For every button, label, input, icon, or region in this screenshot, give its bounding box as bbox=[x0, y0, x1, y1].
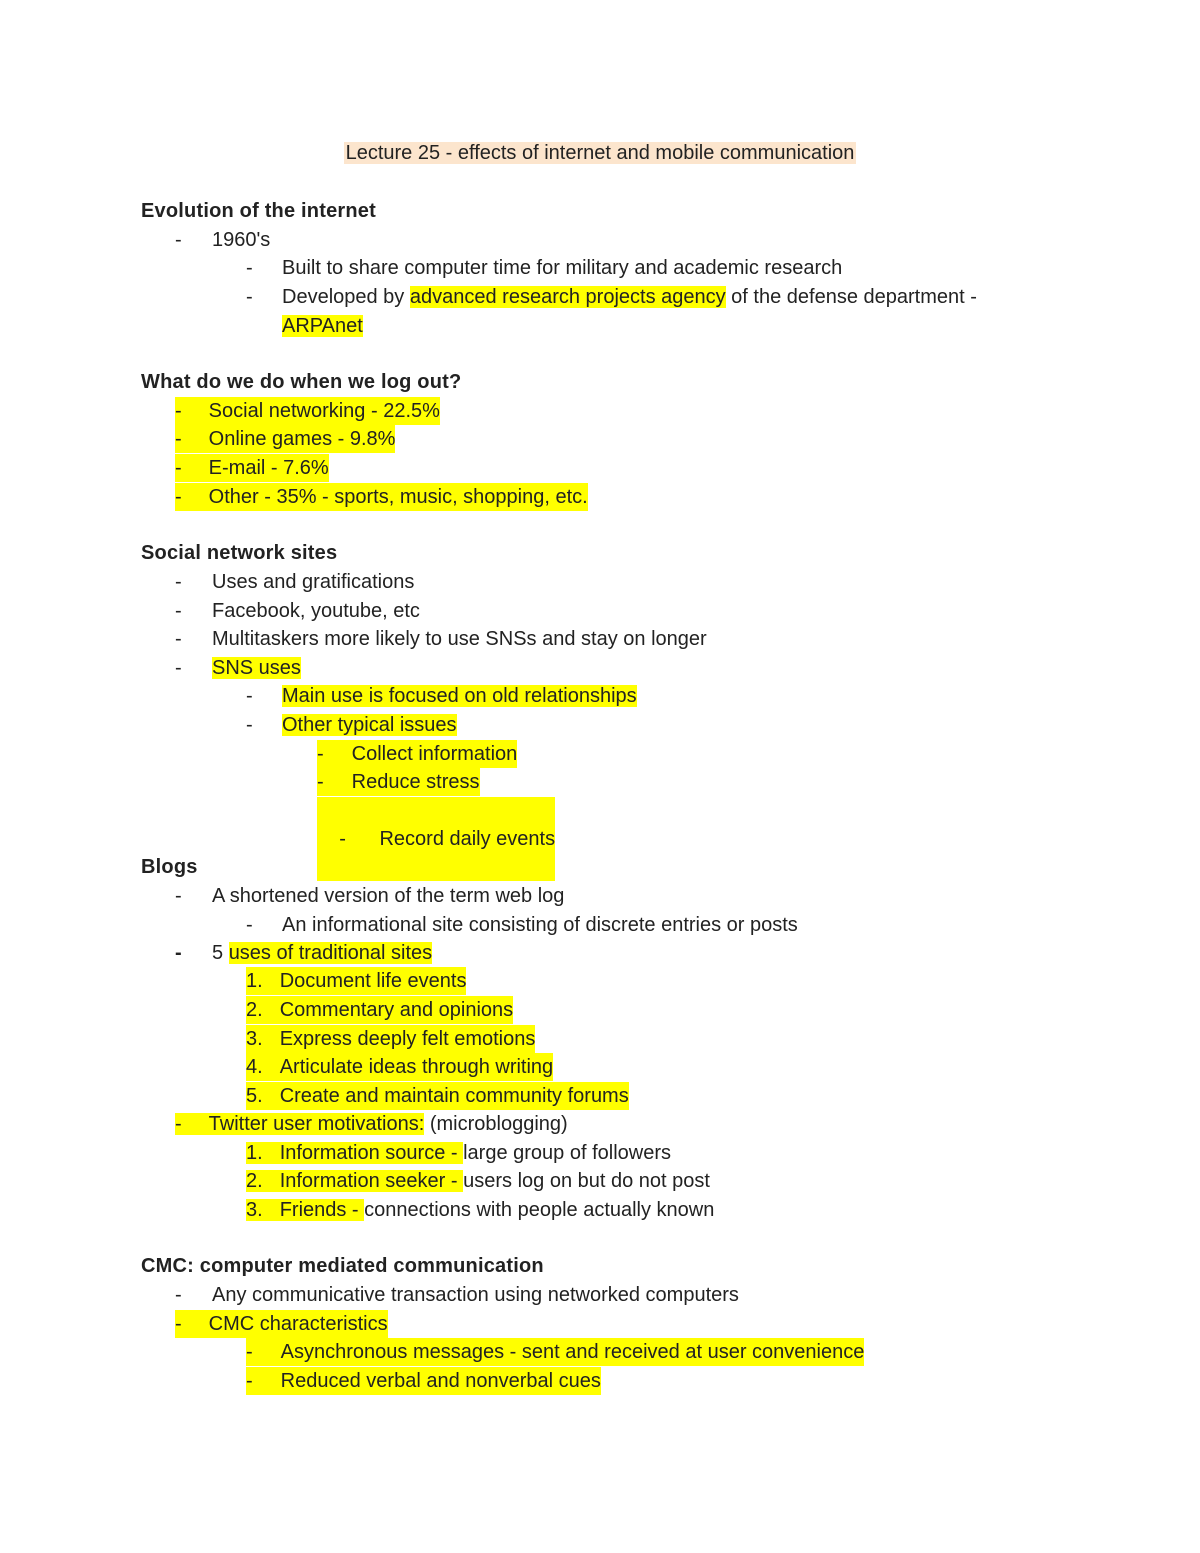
list-item bbox=[175, 483, 588, 511]
page-title: Lecture 25 - effects of internet and mobile communication bbox=[345, 142, 855, 164]
list-item bbox=[282, 682, 637, 710]
list-item-text: Other - 35% - sports, music, shopping, etc. bbox=[208, 486, 588, 508]
text-segment: large group of followers bbox=[463, 1142, 671, 1164]
dash-marker: - bbox=[175, 400, 182, 422]
heading-evolution: Evolution of the internet bbox=[141, 200, 376, 222]
dash-marker: - bbox=[175, 600, 182, 622]
dash-marker: - bbox=[317, 771, 324, 793]
dash-marker: - bbox=[175, 885, 182, 907]
numbered-item-text: Articulate ideas through writing bbox=[279, 1056, 554, 1078]
dash-marker: - bbox=[246, 714, 253, 736]
title-row bbox=[0, 138, 1200, 168]
dash-marker: - bbox=[246, 1341, 253, 1363]
dash-marker: - bbox=[317, 743, 324, 765]
numbered-item bbox=[246, 1167, 710, 1195]
list-item bbox=[317, 797, 555, 881]
text-segment: Developed by bbox=[282, 286, 410, 308]
number-marker: 4. bbox=[246, 1056, 263, 1078]
list-item bbox=[317, 740, 517, 768]
list-item bbox=[212, 654, 301, 682]
dash-marker: - bbox=[175, 571, 182, 593]
list-item-text: Record daily events bbox=[373, 828, 556, 850]
number-marker: 3. bbox=[246, 1199, 263, 1221]
highlighted-text: Friends - bbox=[279, 1199, 365, 1221]
list-item bbox=[175, 1310, 388, 1338]
list-item: Built to share computer time for military and academic research bbox=[282, 257, 843, 279]
dash-marker: - bbox=[175, 628, 182, 650]
number-marker: 2. bbox=[246, 1170, 263, 1192]
list-item bbox=[246, 1338, 864, 1366]
dash-marker: - bbox=[175, 657, 182, 679]
list-item bbox=[175, 1110, 568, 1138]
list-item bbox=[175, 397, 440, 425]
dash-marker: - bbox=[175, 457, 182, 479]
list-item-text: CMC characteristics bbox=[208, 1313, 388, 1335]
heading-cmc: CMC: computer mediated communication bbox=[141, 1255, 544, 1277]
number-marker: 3. bbox=[246, 1028, 263, 1050]
highlighted-text: ARPAnet bbox=[282, 315, 363, 337]
number-marker: 1. bbox=[246, 1142, 263, 1164]
highlighted-text: Other typical issues bbox=[282, 714, 457, 736]
text-segment: connections with people actually known bbox=[364, 1199, 715, 1221]
list-item bbox=[282, 711, 457, 739]
text-segment: 5 bbox=[212, 942, 229, 964]
highlighted-text: SNS uses bbox=[212, 657, 301, 679]
heading-sns: Social network sites bbox=[141, 542, 338, 564]
numbered-item-text: Document life events bbox=[279, 970, 467, 992]
list-item bbox=[175, 425, 395, 453]
dash-marker: - bbox=[175, 229, 182, 251]
dash-marker: - bbox=[246, 914, 253, 936]
list-item-text: E-mail - 7.6% bbox=[208, 457, 329, 479]
text-segment: users log on but do not post bbox=[463, 1170, 710, 1192]
numbered-item bbox=[246, 996, 513, 1024]
number-marker: 1. bbox=[246, 970, 263, 992]
numbered-item bbox=[246, 1053, 553, 1081]
numbered-item bbox=[246, 967, 466, 995]
numbered-item-text: Commentary and opinions bbox=[279, 999, 514, 1021]
dash-marker: - bbox=[175, 1313, 182, 1335]
numbered-item-text: Express deeply felt emotions bbox=[279, 1028, 536, 1050]
dash-marker: - bbox=[175, 1113, 182, 1135]
number-marker: 2. bbox=[246, 999, 263, 1021]
numbered-item bbox=[246, 1025, 535, 1053]
highlighted-text: Information source - bbox=[279, 1142, 464, 1164]
list-item: Multitaskers more likely to use SNSs and stay on longer bbox=[212, 628, 707, 650]
dash-marker: - bbox=[175, 486, 182, 508]
highlighted-text: advanced research projects agency bbox=[409, 286, 726, 308]
number-marker: 5. bbox=[246, 1085, 263, 1107]
list-item bbox=[246, 1367, 601, 1395]
dash-marker: - bbox=[246, 286, 253, 308]
list-item-text: Collect information bbox=[351, 743, 518, 765]
numbered-item-text: Create and maintain community forums bbox=[279, 1085, 629, 1107]
text-segment: (microblogging) bbox=[424, 1113, 568, 1135]
dash-marker: - bbox=[246, 1370, 253, 1392]
heading-blogs: Blogs bbox=[141, 856, 198, 878]
list-item bbox=[282, 283, 977, 311]
list-item: A shortened version of the term web log bbox=[212, 885, 565, 907]
list-item bbox=[212, 939, 432, 967]
text-segment: of the defense department - bbox=[725, 286, 977, 308]
list-item-text: Social networking - 22.5% bbox=[208, 400, 440, 422]
numbered-item bbox=[246, 1082, 629, 1110]
list-item-text: Reduce stress bbox=[351, 771, 480, 793]
highlighted-text: uses of traditional sites bbox=[228, 942, 433, 964]
list-item bbox=[175, 454, 329, 482]
heading-logout: What do we do when we log out? bbox=[141, 371, 462, 393]
highlighted-text: Information seeker - bbox=[279, 1170, 464, 1192]
list-item bbox=[317, 768, 480, 796]
dash-marker: - bbox=[246, 257, 253, 279]
list-item: Facebook, youtube, etc bbox=[212, 600, 420, 622]
list-item-continuation bbox=[282, 312, 363, 340]
list-item: Any communicative transaction using networked computers bbox=[212, 1284, 739, 1306]
list-item-text: Online games - 9.8% bbox=[208, 428, 396, 450]
list-item: Uses and gratifications bbox=[212, 571, 415, 593]
list-item-text: Asynchronous messages - sent and received at user convenience bbox=[280, 1341, 865, 1363]
list-item: 1960's bbox=[212, 229, 271, 251]
list-item-text: Reduced verbal and nonverbal cues bbox=[280, 1370, 601, 1392]
dash-marker: - bbox=[175, 428, 182, 450]
numbered-item bbox=[246, 1196, 714, 1224]
numbered-item bbox=[246, 1139, 671, 1167]
dash-marker: - bbox=[175, 942, 182, 964]
dash-marker: - bbox=[246, 685, 253, 707]
dash-marker: - bbox=[175, 1284, 182, 1306]
highlighted-text: Twitter user motivations: bbox=[208, 1113, 425, 1135]
dash-marker: - bbox=[339, 828, 346, 850]
highlighted-text: Main use is focused on old relationships bbox=[282, 685, 637, 707]
list-item: An informational site consisting of discrete entries or posts bbox=[282, 914, 798, 936]
